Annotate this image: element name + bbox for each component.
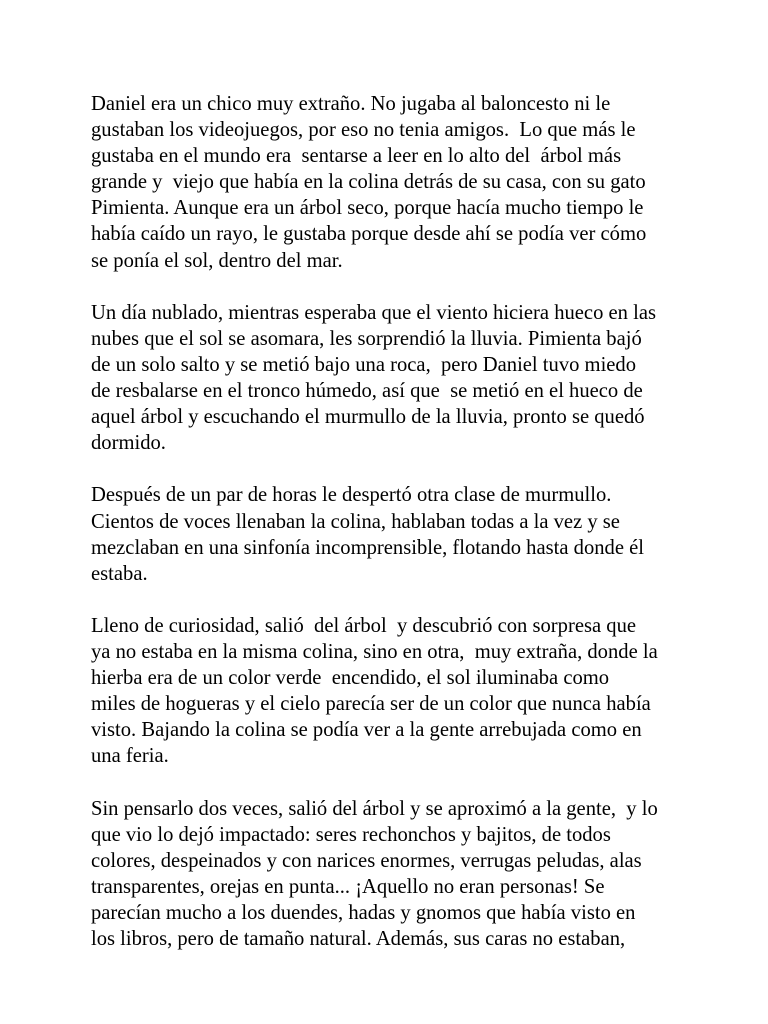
text-line: había caído un rayo, le gustaba porque desde ahí se podía ver cómo [91, 223, 647, 246]
text-line: los libros, pero de tamaño natural. Además, sus caras no estaban, [91, 928, 626, 950]
text-line: Lleno de curiosidad, salió del árbol y descubrió con sorpresa que [91, 614, 637, 637]
text-line: Un día nublado, mientras esperaba que el viento hiciera hueco en las [91, 301, 656, 324]
document-page [91, 91, 691, 978]
text-line: visto. Bajando la colina se podía ver a la gente arrebujada como en [91, 719, 642, 742]
text-line: una feria. [91, 745, 169, 768]
text-line: de resbalarse en el tronco húmedo, así que se metió en el hueco de [91, 380, 643, 403]
paragraph-3 [91, 482, 691, 586]
paragraph-1 [91, 91, 691, 274]
text-line: Daniel era un chico muy extraño. No jugaba al baloncesto ni le [91, 93, 611, 115]
text-line: que vio lo dejó impactado: seres rechonchos y bajitos, de todos [91, 823, 611, 846]
text-line: ya no estaba en la misma colina, sino en otra, muy extraña, donde la [91, 640, 658, 663]
text-line: se ponía el sol, dentro del mar. [91, 249, 343, 272]
text-line: Después de un par de horas le despertó otra clase de murmullo. [91, 484, 612, 507]
text-line: aquel árbol y escuchando el murmullo de la lluvia, pronto se quedó [91, 406, 645, 429]
text-line: Sin pensarlo dos veces, salió del árbol y se aproximó a la gente, y lo [91, 797, 658, 820]
text-line: nubes que el sol se asomara, les sorprendió la lluvia. Pimienta bajó [91, 327, 642, 350]
text-line: mezclaban en una sinfonía incomprensible, flotando hasta donde él [91, 536, 644, 559]
text-line: dormido. [91, 432, 166, 455]
paragraph-4 [91, 613, 691, 770]
text-line: Pimienta. Aunque era un árbol seco, porque hacía mucho tiempo le [91, 197, 644, 220]
text-line: Cientos de voces llenaban la colina, hablaban todas a la vez y se [91, 510, 620, 533]
paragraph-5 [91, 796, 691, 953]
text-line: colores, despeinados y con narices enormes, verrugas peludas, alas [91, 849, 642, 872]
paragraph-2 [91, 300, 691, 457]
text-line: estaba. [91, 562, 148, 585]
text-line: gustaban los videojuegos, por eso no tenia amigos. Lo que más le [91, 119, 636, 142]
text-line: parecían mucho a los duendes, hadas y gnomos que había visto en [91, 901, 636, 924]
text-line: transparentes, orejas en punta... ¡Aquello no eran personas! Se [91, 875, 605, 898]
text-line: gustaba en el mundo era sentarse a leer en lo alto del árbol más [91, 145, 622, 168]
text-line: de un solo salto y se metió bajo una roca, pero Daniel tuvo miedo [91, 353, 637, 376]
text-line: hierba era de un color verde encendido, el sol iluminaba como [91, 667, 610, 690]
text-line: miles de hogueras y el cielo parecía ser de un color que nunca había [91, 693, 651, 716]
text-line: grande y viejo que había en la colina detrás de su casa, con su gato [91, 171, 646, 194]
